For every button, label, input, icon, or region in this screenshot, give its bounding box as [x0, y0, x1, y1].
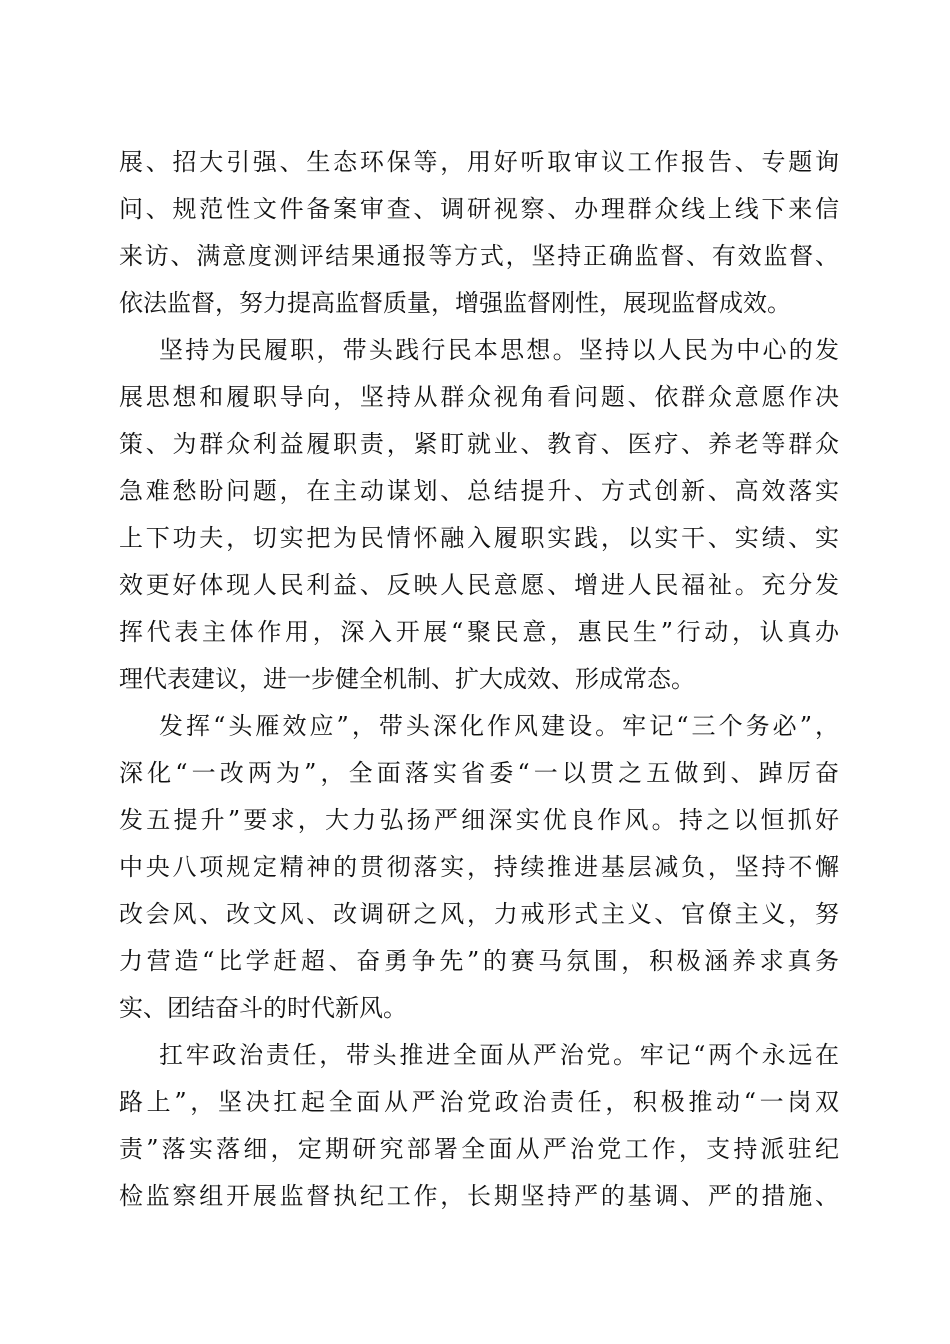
paragraph: [119, 139, 839, 327]
text-line: 策、为群众利益履职责，紧盯就业、教育、医疗、养老等群众: [119, 430, 839, 458]
text-line: 发五提升”要求，大力弘扬严细深实优良作风。持之以恒抓好: [119, 806, 839, 834]
text-line: 来访、满意度测评结果通报等方式，坚持正确监督、有效监督、: [119, 242, 839, 270]
text-line: 理代表建议，进一步健全机制、扩大成效、形成常态。: [119, 665, 695, 693]
text-line: 扛牢政治责任，带头推进全面从严治党。牢记“两个永远在: [159, 1041, 839, 1069]
text-line: 坚持为民履职，带头践行民本思想。坚持以人民为中心的发: [159, 336, 839, 364]
text-line: 中央八项规定精神的贯彻落实，持续推进基层减负，坚持不懈: [119, 853, 839, 881]
text-line: 深化“一改两为”，全面落实省委“一以贯之五做到、踔厉奋: [119, 759, 839, 787]
text-line: 力营造“比学赶超、奋勇争先”的赛马氛围，积极涵养求真务: [119, 947, 839, 975]
document-body: [119, 139, 839, 1220]
text-line: 检监察组开展监督执纪工作，长期坚持严的基调、严的措施、: [119, 1182, 839, 1210]
text-line: 展、招大引强、生态环保等，用好听取审议工作报告、专题询: [119, 148, 839, 176]
text-line: 依法监督，努力提高监督质量，增强监督刚性，展现监督成效。: [119, 289, 791, 317]
text-line: 改会风、改文风、改调研之风，力戒形式主义、官僚主义，努: [119, 900, 839, 928]
text-line: 上下功夫，切实把为民情怀融入履职实践，以实干、实绩、实: [119, 524, 839, 552]
text-line: 路上”，坚决扛起全面从严治党政治责任，积极推动“一岗双: [119, 1088, 839, 1116]
text-line: 效更好体现人民利益、反映人民意愿、增进人民福祉。充分发: [119, 571, 839, 599]
paragraph: [119, 703, 839, 1032]
text-line: 问、规范性文件备案审查、调研视察、办理群众线上线下来信: [119, 195, 839, 223]
text-line: 挥代表主体作用，深入开展“聚民意，惠民生”行动，认真办: [119, 618, 839, 646]
text-line: 发挥“头雁效应”，带头深化作风建设。牢记“三个务必”，: [159, 712, 839, 740]
paragraph: [119, 1032, 839, 1220]
text-line: 实、团结奋斗的时代新风。: [119, 994, 407, 1022]
text-line: 急难愁盼问题，在主动谋划、总结提升、方式创新、高效落实: [119, 477, 839, 505]
paragraph: [119, 327, 839, 703]
text-line: 展思想和履职导向，坚持从群众视角看问题、依群众意愿作决: [119, 383, 839, 411]
text-line: 责”落实落细，定期研究部署全面从严治党工作，支持派驻纪: [119, 1135, 839, 1163]
